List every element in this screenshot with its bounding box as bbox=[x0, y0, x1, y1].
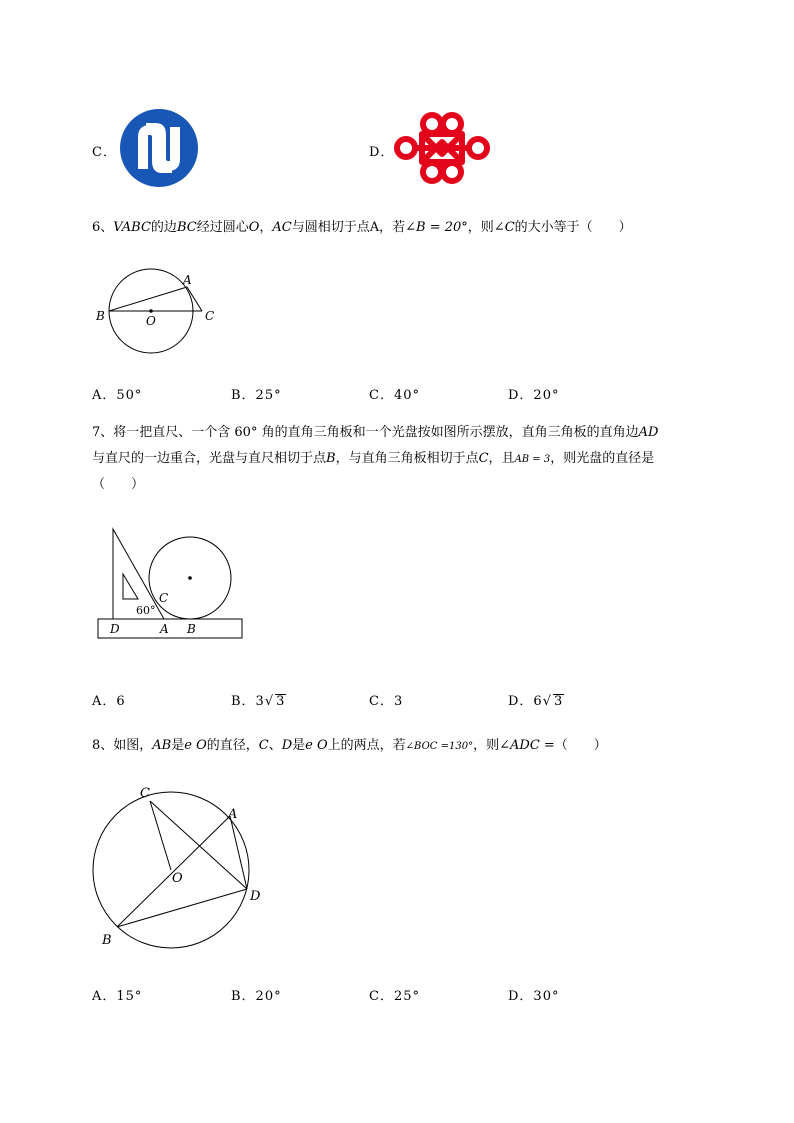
q8-option-d: D．30° bbox=[508, 989, 560, 1004]
q6-text: 经过圆心 bbox=[196, 220, 249, 235]
q8-angle-boc: ∠BOC =130° bbox=[405, 741, 474, 752]
q7-text: ，与直角三角板相切于点 bbox=[335, 451, 479, 466]
q8-label-a: A bbox=[228, 807, 238, 822]
option-c-label: C． bbox=[92, 145, 117, 160]
q8-label-c: C bbox=[140, 786, 150, 801]
q7-label-angle: 60° bbox=[136, 604, 156, 617]
q7-point-b: B bbox=[326, 451, 336, 466]
q8-label-d: D bbox=[250, 889, 261, 904]
q8-circle-o: e O bbox=[305, 738, 328, 753]
q7-text: ，则光盘的直径是 bbox=[550, 451, 655, 466]
q8-option-b: B．20° bbox=[231, 989, 282, 1004]
q6-text: ， bbox=[259, 220, 273, 235]
q7-option-a: A．6 bbox=[92, 694, 126, 709]
sqrt-icon: √ bbox=[542, 694, 552, 709]
q8-text: 是 bbox=[171, 738, 185, 753]
q7-point-c: C bbox=[478, 451, 489, 466]
q8-option-c: C．25° bbox=[369, 989, 420, 1004]
q7-option-d-prefix: D．6 bbox=[508, 694, 543, 709]
q8-circle-diagram bbox=[88, 780, 268, 950]
q7-label-b: B bbox=[187, 622, 196, 636]
q6-text: 与圆相切于点A，若 bbox=[291, 220, 406, 235]
q7-label-a: A bbox=[160, 622, 169, 636]
q6-number: 6、 bbox=[92, 220, 114, 235]
q7-option-b-prefix: B．3 bbox=[231, 694, 265, 709]
q6-option-a: A．50° bbox=[92, 388, 143, 403]
q8-circle-o: e O bbox=[184, 738, 207, 753]
q8-text: 上的两点，若 bbox=[327, 738, 406, 753]
q8-point-c: C bbox=[258, 738, 269, 753]
q8-option-a: A．15° bbox=[92, 989, 143, 1004]
q7-label-c: C bbox=[159, 591, 169, 605]
question-7-line-1 bbox=[92, 420, 658, 446]
q6-label-c: C bbox=[205, 309, 215, 323]
q8-text: （ ） bbox=[554, 738, 607, 753]
q6-text: 的边 bbox=[150, 220, 177, 235]
sqrt-icon: √ bbox=[264, 694, 275, 709]
q8-label-o: O bbox=[172, 871, 183, 886]
q8-text: 是 bbox=[292, 738, 306, 753]
q7-text: 7、将一把直尺、一个含 60° 角的直角三角板和一个光盘按如图所示摆放，直角三角板的直角边 bbox=[92, 425, 639, 440]
q8-point-d: D bbox=[281, 738, 293, 753]
q7-ab-equation: AB = 3 bbox=[514, 454, 551, 465]
q7-text: ，且 bbox=[488, 451, 515, 466]
q6-text: ，则 bbox=[467, 220, 494, 235]
q7-segment-ad: AD bbox=[638, 425, 659, 440]
q7-option-d bbox=[508, 690, 564, 709]
q6-segment-bc: BC bbox=[176, 220, 197, 235]
q8-text: 的直径， bbox=[206, 738, 259, 753]
q6-angle-b: ∠B = 20° bbox=[405, 220, 468, 235]
q8-text: 8、如图， bbox=[92, 738, 153, 753]
question-7-line-3: （ ） bbox=[92, 477, 145, 492]
q7-ruler-triangle-disc-diagram bbox=[92, 522, 252, 644]
q7-option-b bbox=[231, 690, 286, 709]
q6-circle-diagram bbox=[92, 262, 232, 362]
q6-angle-c: ∠C bbox=[493, 220, 515, 235]
q6-option-d: D．20° bbox=[508, 388, 560, 403]
q8-label-b: B bbox=[102, 933, 112, 948]
chinese-knot-logo-icon bbox=[392, 110, 492, 186]
question-8-stem bbox=[92, 733, 607, 760]
q8-angle-adc: ∠ADC = bbox=[499, 738, 555, 753]
question-7-line-2 bbox=[92, 446, 654, 473]
q6-option-c: C．40° bbox=[369, 388, 420, 403]
q7-text: 与直尺的一边重合，光盘与直尺相切于点 bbox=[92, 451, 327, 466]
q8-text: 、 bbox=[268, 738, 282, 753]
q6-segment-ac: AC bbox=[272, 220, 292, 235]
q7-option-d-radicand: 3 bbox=[554, 694, 564, 709]
q6-triangle: VABC bbox=[113, 220, 151, 235]
q8-segment-ab: AB bbox=[152, 738, 172, 753]
blue-n-logo-icon bbox=[118, 107, 200, 189]
q6-label-b: B bbox=[96, 309, 105, 323]
option-d-label: D． bbox=[369, 145, 395, 160]
q7-label-d: D bbox=[110, 622, 120, 636]
q8-text: ，则 bbox=[473, 738, 500, 753]
q6-label-o: O bbox=[146, 314, 156, 328]
q6-option-b: B．25° bbox=[231, 388, 282, 403]
q6-text: 的大小等于（ ） bbox=[514, 220, 632, 235]
q7-option-b-radicand: 3 bbox=[276, 694, 286, 709]
q6-center-o: O bbox=[248, 220, 260, 235]
question-6-stem bbox=[92, 215, 632, 241]
q6-label-a: A bbox=[183, 273, 192, 287]
q7-option-c: C．3 bbox=[369, 694, 404, 709]
